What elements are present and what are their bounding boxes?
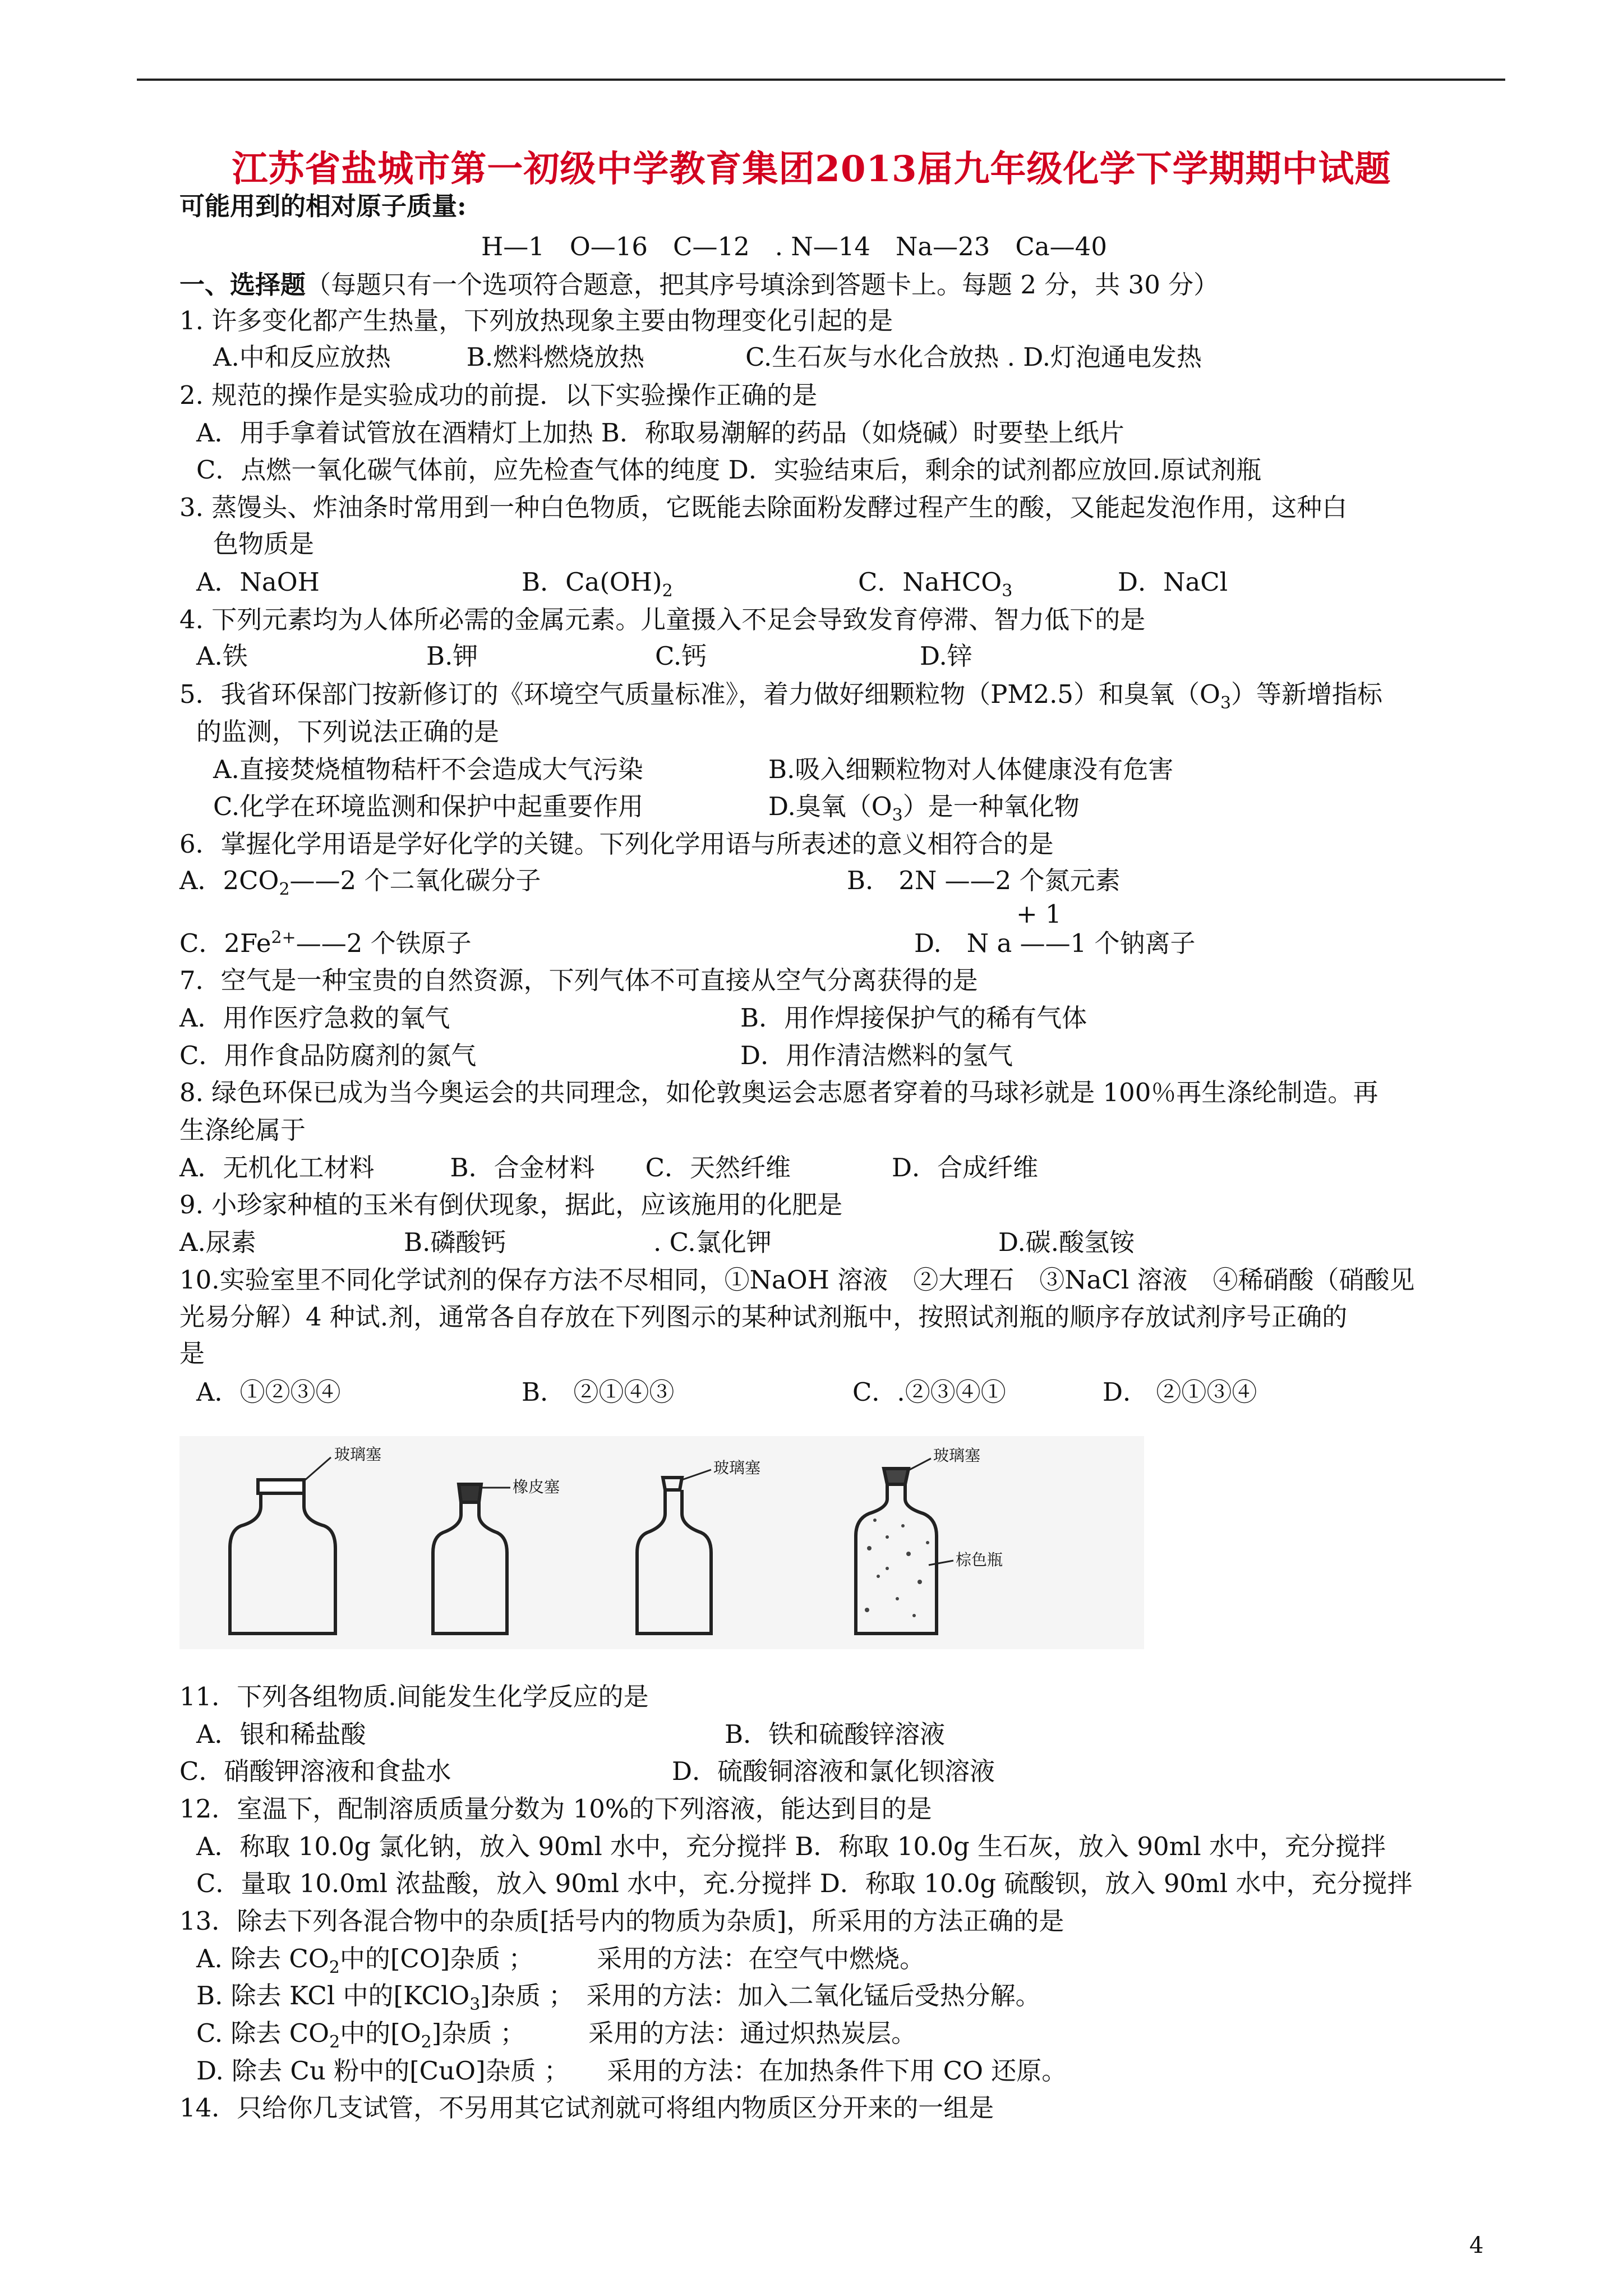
bottle-1-wide-glass <box>230 1480 335 1634</box>
section-1-heading <box>179 268 1219 302</box>
q3-option-c <box>858 565 1012 599</box>
q8-options: A．无机化工材料 B．合金材料 C．天然纤维 D．合成纤维 <box>179 1153 1039 1182</box>
q6-a-text: A．2CO <box>179 866 279 895</box>
q5-option-a: A.直接焚烧植物秸杆不会造成大气污染 <box>213 754 643 784</box>
q3-stem-cont: 色物质是 <box>213 529 315 559</box>
q4-option-c: C.钙 <box>655 641 707 671</box>
q13-b-text: B. 除去 KCl 中的[KClO <box>196 1981 470 2010</box>
q3-c-sub: 3 <box>1002 581 1013 601</box>
q13-option-d: D. 除去 Cu 粉中的[CuO]杂质 ； 采用的方法：在加热条件下用 CO 还原。 <box>196 2056 1067 2086</box>
q6-option-b: B． 2N ——2 个氮元素 <box>847 866 1121 895</box>
q6-option-c <box>179 927 472 960</box>
q13-stem: 13．除去下列各混合物中的杂质[括号内的物质为杂质]，所采用的方法正确的是 <box>179 1906 1064 1936</box>
bottle-label-4: 玻璃塞 <box>933 1446 981 1465</box>
q6-charge-label: + 1 <box>1016 899 1062 929</box>
q7-option-c: C．用作食品防腐剂的氮气 <box>179 1041 477 1070</box>
q13-b-tail: ]杂质 ； 采用的方法：加入二氧化锰后受热分解。 <box>480 1981 1041 2010</box>
q3-c-text: C．NaHCO <box>858 567 1002 597</box>
q10-option-d: D． ②①③④ <box>1103 1377 1257 1407</box>
q12-options-line2: C．量取 10.0ml 浓盐酸，放入 90ml 水中，充.分搅拌 D．称取 10.0g 硫酸钡，放入 90ml 水中，充分搅拌 <box>196 1869 1413 1898</box>
q10-stem-cont: 光易分解）4 种试.剂，通常各自存放在下列图示的某种试剂瓶中，按照试剂瓶的顺序存放试剂序号正确的 <box>179 1302 1348 1332</box>
q3-option-b <box>522 565 673 599</box>
brown-bottle-speckles <box>865 1519 929 1617</box>
section-heading: 一、选择题 <box>179 270 306 300</box>
bottle-label-2: 橡皮塞 <box>513 1478 560 1496</box>
q9-option-c: . C.氯化钾 <box>653 1227 772 1257</box>
q8-stem: 8. 绿色环保已成为当今奥运会的共同理念，如伦敦奥运会志愿者穿着的马球衫就是 100％再生涤纶制造。再 <box>179 1078 1378 1107</box>
q13-a-tail: 中的[CO]杂质 ； 采用的方法：在空气中燃烧。 <box>339 1944 925 1973</box>
q9-option-b: B.磷酸钙 <box>404 1227 506 1257</box>
bottle-label-3: 玻璃塞 <box>713 1458 761 1477</box>
q7-option-b: B．用作焊接保护气的稀有气体 <box>740 1003 1087 1033</box>
q9-option-a: A.尿素 <box>179 1227 256 1257</box>
q3-stem: 3. 蒸馒头、炸油条时常用到一种白色物质，它既能去除面粉发酵过程产生的酸，又能起发泡作用，这种白 <box>179 493 1348 522</box>
q5-option-b: B.吸入细颗粒物对人体健康没有危害 <box>768 754 1174 784</box>
q9-stem: 9. 小珍家种植的玉米有倒伏现象，据此，应该施用的化肥是 <box>179 1190 843 1220</box>
q4-option-b: B.钾 <box>426 641 478 671</box>
q10-option-c: C．.②③④① <box>852 1377 1006 1407</box>
q5-d-tail: ）是一种氧化物 <box>902 792 1080 821</box>
q10-option-a: A．①②③④ <box>196 1377 341 1407</box>
q13-b-sub: 3 <box>469 1995 481 2014</box>
q6-option-a <box>179 864 541 898</box>
q11-option-b: B．铁和硫酸锌溶液 <box>725 1719 946 1749</box>
q5-stem-cont: 的监测，下列说法正确的是 <box>196 717 500 747</box>
q5-stem-tail: ）等新增指标 <box>1231 679 1383 709</box>
q5-stem-sub: 3 <box>1220 693 1232 713</box>
q2-options-line2: C．点燃一氧化碳气体前，应先检查气体的纯度 D．实验结束后，剩余的试剂都应放回.原试剂瓶 <box>196 455 1262 485</box>
q6-c-tail: ——2 个铁原子 <box>296 928 472 958</box>
q4-option-a: A.铁 <box>196 641 248 671</box>
bottle-label-1: 玻璃塞 <box>334 1445 382 1464</box>
q3-option-a: A．NaOH <box>196 567 320 597</box>
q4-stem: 4. 下列元素均为人体所必需的金属元素。儿童摄入不足会导致发育停滞、智力低下的是 <box>179 605 1146 634</box>
section-note: （每题只有一个选项符合题意，把其序号填涂到答题卡上。每题 2 分，共 30 分） <box>306 270 1219 300</box>
bottle-3-narrow-glass <box>637 1478 711 1634</box>
q6-a-tail: ——2 个二氧化碳分子 <box>289 866 541 895</box>
q10-stem: 10.实验室里不同化学试剂的保存方法不尽相同，①NaOH 溶液 ②大理石 ③NaCl 溶液 ④稀硝酸（硝酸见 <box>179 1265 1415 1295</box>
reagent-bottles-figure <box>179 1436 1144 1649</box>
q7-stem: 7．空气是一种宝贵的自然资源，下列气体不可直接从空气分离获得的是 <box>179 965 978 995</box>
q14-stem: 14．只给你几支试管，不另用其它试剂就可将组内物质区分开来的一组是 <box>179 2093 994 2123</box>
q13-c-sub: 2 <box>329 2032 340 2052</box>
q6-a-sub: 2 <box>279 880 290 899</box>
q11-option-a: A．银和稀盐酸 <box>196 1719 366 1749</box>
page-number: 4 <box>1469 2233 1484 2258</box>
q5-stem-text: 5．我省环保部门按新修订的《环境空气质量标准》，着力做好细颗粒物（PM2.5）和臭氧（O <box>179 679 1220 709</box>
q11-option-c: C．硝酸钾溶液和食盐水 <box>179 1756 451 1786</box>
q5-d-text: D.臭氧（O <box>768 792 892 821</box>
q12-options-line1: A．称取 10.0g 氯化钠，放入 90ml 水中，充分搅拌 B．称取 10.0g 生石灰，放入 90ml 水中，充分搅拌 <box>196 1832 1386 1861</box>
bottle-label-5: 棕色瓶 <box>956 1550 1003 1569</box>
q13-c-text: C. 除去 CO <box>196 2018 330 2048</box>
q6-c-text: C．2Fe <box>179 928 271 958</box>
q3-b-sub: 2 <box>662 581 673 601</box>
page-title: 江苏省盐城市第一初级中学教育集团2013届九年级化学下学期期中试题 <box>232 148 1391 190</box>
q6-stem: 6．掌握化学用语是学好化学的关键。下列化学用语与所表述的意义相符合的是 <box>179 829 1054 859</box>
q5-d-sub: 3 <box>892 806 903 825</box>
q13-a-text: A. 除去 CO <box>196 1944 329 1973</box>
q5-option-d <box>768 790 1080 823</box>
q3-option-d: D．NaCl <box>1118 567 1228 597</box>
q9-option-d: D.碳.酸氢铵 <box>998 1227 1135 1257</box>
q11-option-d: D．硫酸铜溶液和氯化钡溶液 <box>672 1756 995 1786</box>
atomic-masses: H—1 O—16 C—12 . N—14 Na—23 Ca—40 <box>481 232 1107 261</box>
header-rule <box>137 79 1505 81</box>
bottles-svg <box>179 1436 1144 1649</box>
q10-stem-end: 是 <box>179 1338 205 1368</box>
q13-c-sub2: 2 <box>421 2032 432 2052</box>
q11-stem: 11．下列各组物质.间能发生化学反应的是 <box>179 1682 649 1711</box>
q3-b-text: B．Ca(OH) <box>522 567 662 597</box>
q5-stem <box>179 678 1382 711</box>
q7-option-a: A．用作医疗急救的氧气 <box>179 1003 450 1033</box>
q13-option-c <box>196 2017 916 2050</box>
bottle-2-narrow-rubber <box>433 1484 507 1634</box>
q6-option-d: D. N a ——1 个钠离子 <box>914 928 1196 958</box>
q13-a-sub: 2 <box>329 1958 340 1977</box>
q13-option-a <box>196 1942 925 1976</box>
q7-option-d: D．用作清洁燃料的氢气 <box>740 1041 1013 1070</box>
q12-stem: 12．室温下，配制溶质质量分数为 10%的下列溶液，能达到目的是 <box>179 1794 932 1824</box>
atomic-mass-label: 可能用到的相对原子质量: <box>179 191 467 221</box>
q10-option-b: B． ②①④③ <box>522 1377 675 1407</box>
q13-c-mid: 中的[O <box>340 2018 421 2048</box>
q1-stem: 1. 许多变化都产生热量，下列放热现象主要由物理变化引起的是 <box>179 306 893 335</box>
q13-c-tail: ]杂质 ； 采用的方法：通过炽热炭层。 <box>431 2018 917 2048</box>
q6-c-sup: 2+ <box>271 928 296 947</box>
q2-stem: 2. 规范的操作是实验成功的前提．以下实验操作正确的是 <box>179 380 818 410</box>
q4-option-d: D.锌 <box>920 641 972 671</box>
q8-stem-cont: 生涤纶属于 <box>179 1115 306 1145</box>
q13-option-b <box>196 1979 1041 2013</box>
q1-options: A.中和反应放热 B.燃料燃烧放热 C.生石灰与水化合放热 . D.灯泡通电发热 <box>213 342 1202 372</box>
q5-option-c: C.化学在环境监测和保护中起重要作用 <box>213 792 644 821</box>
q2-options-line1: A．用手拿着试管放在酒精灯上加热 B．称取易潮解的药品（如烧碱）时要垫上纸片 <box>196 418 1124 448</box>
